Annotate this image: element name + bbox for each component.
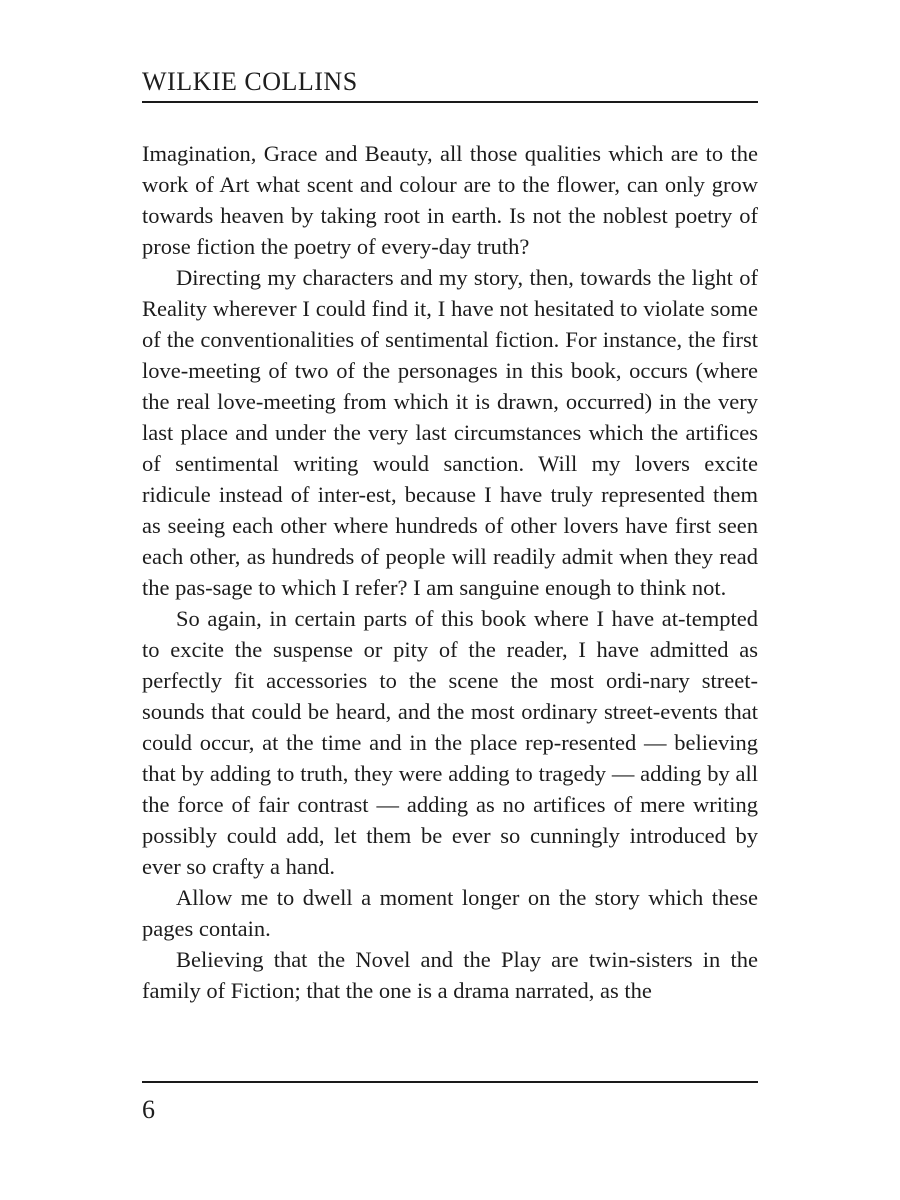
running-head-title: WILKIE COLLINS (142, 67, 358, 96)
paragraph-1: Imagination, Grace and Beauty, all those qualities which are to the work of Art what scent and colour are to the flower, can only grow towards heaven by taking root in earth. Is not the noblest poetry of prose fiction the poetry of every-day truth? (142, 141, 758, 259)
paragraph-2: Directing my characters and my story, then, towards the light of Reality wherever I could find it, I have not hesitated to violate some of the conventionalities of sentimental fiction. For instance, the first love-meeting of two of the personages in this book, occurs (where the real love-meeting from which it is drawn, occurred) in the very last place and under the very last circumstances which the artifices of sentimental writing would sanction. Will my lovers excite ridicule instead of inter-est, because I have truly represented them as seeing each other where hundreds of other lovers have first seen each other, as hundreds of people will readily admit when they read the pas-sage to which I refer? I am sanguine enough to think not. (142, 265, 758, 600)
paragraph-5: Believing that the Novel and the Play are twin-sisters in the family of Fiction; that the one is a drama narrated, as the (142, 947, 758, 1003)
page-number: 6 (142, 1095, 155, 1124)
paragraph-3: So again, in certain parts of this book where I have at-tempted to excite the suspense or pity of the reader, I have admitted as perfectly fit accessories to the scene the most ordi-nary street-sounds that could be heard, and the most ordinary street-events that could occur, at the time and in the place rep-resented — believing that by adding to truth, they were adding to tragedy — adding by all the force of fair contrast — adding as no artifices of mere writing possibly could add, let them be ever so cunningly introduced by ever so crafty a hand. (142, 606, 758, 879)
header-rule (142, 101, 758, 103)
body-text (142, 138, 758, 1006)
paragraph-4: Allow me to dwell a moment longer on the story which these pages contain. (142, 885, 758, 941)
footer-rule (142, 1081, 758, 1083)
